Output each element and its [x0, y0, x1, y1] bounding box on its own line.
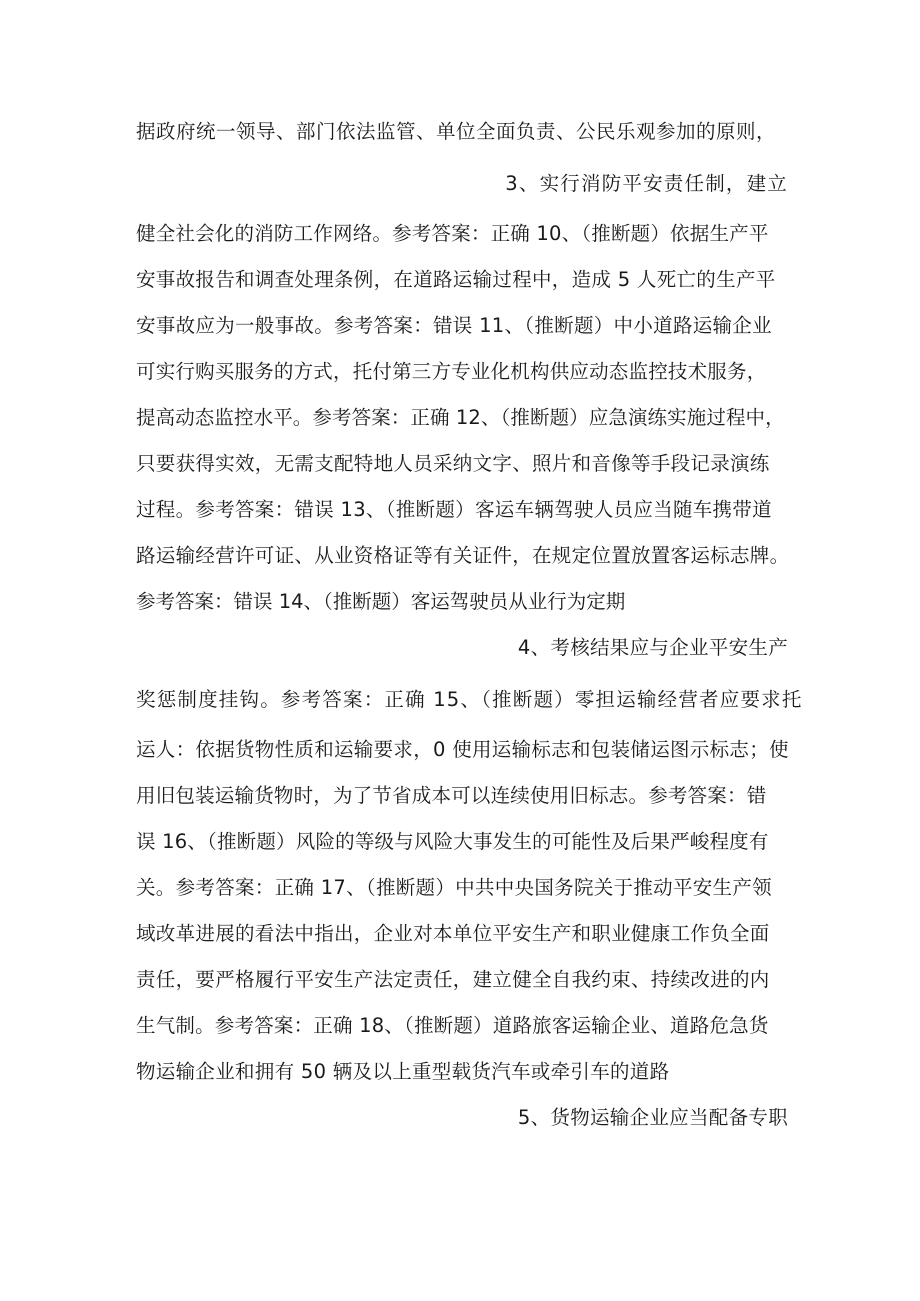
text-line-numbered-item: 5、货物运输企业应当配备专职: [517, 1106, 788, 1129]
text-line: 关。参考答案：正确 17、（推断题）中共中央国务院关于推动平安生产领: [136, 876, 772, 899]
text-line: 过程。参考答案：错误 13、（推断题）客运车辆驾驶人员应当随车携带道: [136, 498, 772, 521]
text-line: 物运输企业和拥有 50 辆及以上重型载货汽车或牵引车的道路: [136, 1060, 670, 1083]
text-line: 误 16、（推断题）风险的等级与风险大事发生的可能性及后果严峻程度有: [136, 830, 769, 853]
text-line: 路运输经营许可证、从业资格证等有关证件，在规定位置放置客运标志牌。: [136, 544, 790, 567]
text-line: 运人：依据货物性质和运输要求，0 使用运输标志和包装储运图示标志；使: [136, 738, 789, 761]
text-line: 提高动态监控水平。参考答案：正确 12、（推断题）应急演练实施过程中，: [136, 406, 785, 429]
text-line-numbered-item: 3、实行消防平安责任制，建立: [505, 172, 788, 195]
text-line: 域改革进展的看法中指出，企业对本单位平安生产和职业健康工作负全面: [136, 922, 770, 945]
text-line: 参考答案：错误 14、（推断题）客运驾驶员从业行为定期: [136, 590, 626, 613]
text-line: 生气制。参考答案：正确 18、（推断题）道路旅客运输企业、道路危急货: [136, 1014, 769, 1037]
text-line: 健全社会化的消防工作网络。参考答案：正确 10、（推断题）依据生产平: [136, 222, 769, 245]
text-line: 用旧包装运输货物时，为了节省成本可以连续使用旧标志。参考答案：错: [136, 784, 767, 807]
text-line: 可实行购买服务的方式，托付第三方专业化机构供应动态监控技术服务，: [136, 360, 767, 383]
text-line: 据政府统一领导、部门依法监管、单位全面负责、公民乐观参加的原则，: [136, 120, 777, 143]
text-line: 安事故报告和调查处理条例，在道路运输过程中，造成 5 人死亡的生产平: [136, 268, 776, 291]
text-line: 责任，要严格履行平安生产法定责任，建立健全自我约束、持续改进的内: [136, 968, 770, 991]
text-line: 奖惩制度挂钩。参考答案：正确 15、（推断题）零担运输经营者应要求托: [136, 688, 803, 711]
text-line-numbered-item: 4、考核结果应与企业平安生产: [517, 636, 788, 659]
text-line: 安事故应为一般事故。参考答案：错误 11、（推断题）中小道路运输企业: [136, 314, 772, 337]
text-line: 只要获得实效，无需支配特地人员采纳文字、照片和音像等手段记录演练: [136, 452, 770, 475]
